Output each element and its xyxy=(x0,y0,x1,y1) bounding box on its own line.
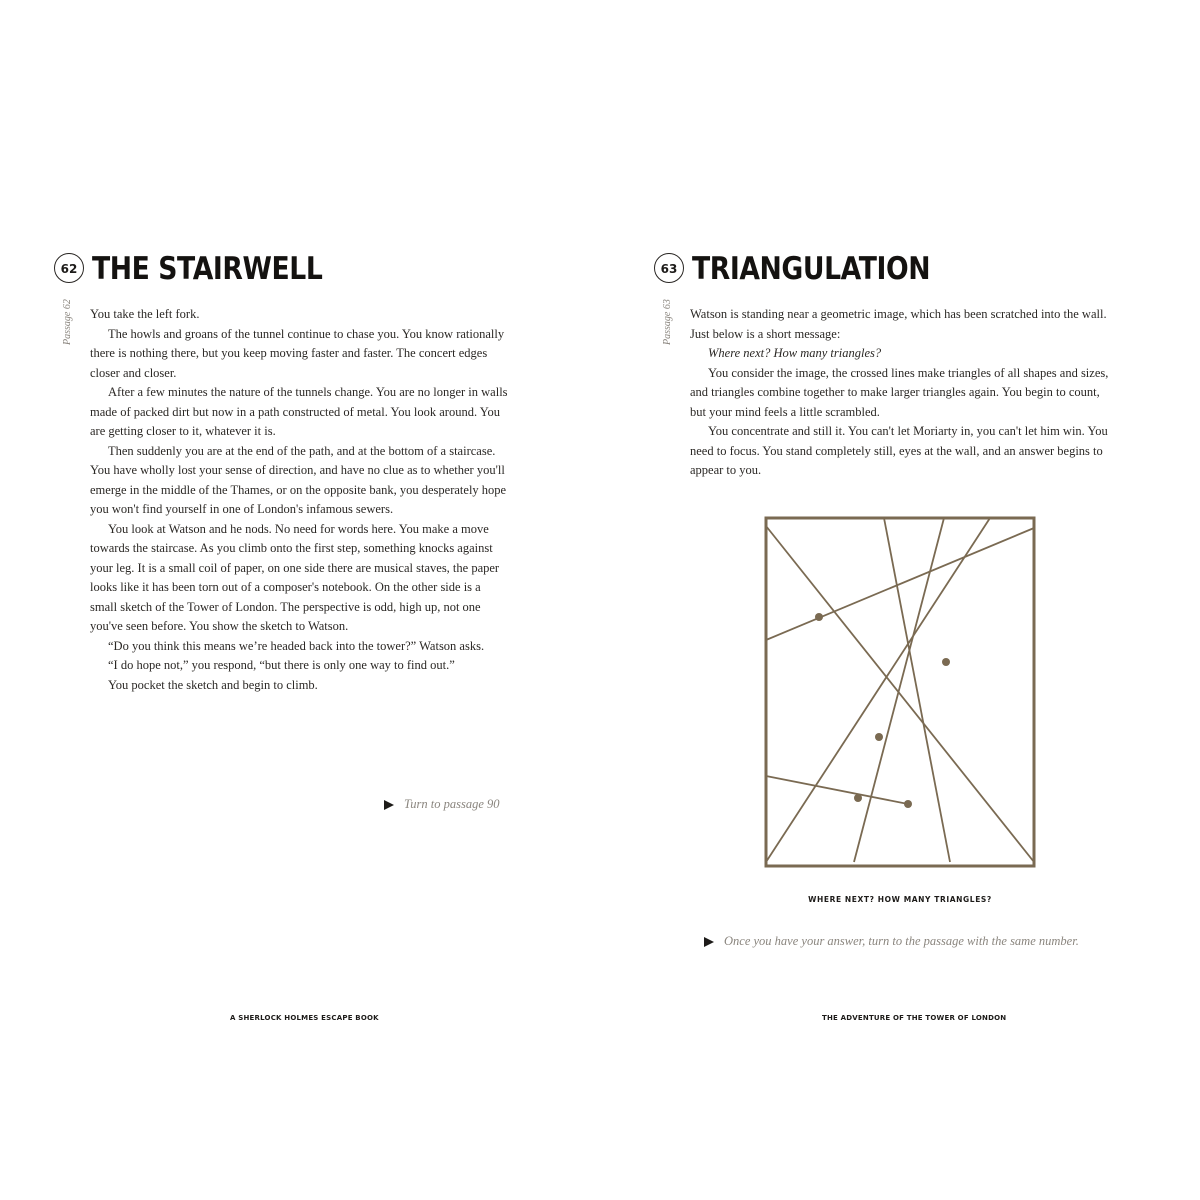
passage-number-badge: 63 xyxy=(654,253,684,283)
puzzle-node xyxy=(904,800,912,808)
right-page xyxy=(600,0,1200,1200)
passage-body xyxy=(90,305,510,695)
paragraph: You consider the image, the crossed lines make triangles of all shapes and sizes, and triangles combine together to make larger triangles again. You begin to count, but your mind feels a little scrambled. xyxy=(690,365,1109,419)
puzzle-lines xyxy=(766,518,1034,862)
paragraph: You pocket the sketch and begin to climb. xyxy=(108,677,318,692)
puzzle-node xyxy=(815,613,823,621)
turn-to-link[interactable] xyxy=(384,797,500,812)
instruction-line xyxy=(704,934,1079,949)
figure-frame xyxy=(766,518,1034,866)
puzzle-line xyxy=(766,776,908,804)
puzzle-nodes xyxy=(815,613,950,808)
paragraph: You concentrate and still it. You can't let Moriarty in, you can't let him win. You need to focus. You stand completely still, eyes at the wall, and an answer begins to appear to you. xyxy=(690,424,1108,477)
paragraph-message: Where next? How many triangles? xyxy=(708,346,882,360)
side-note: Passage 63 xyxy=(662,299,673,345)
paragraph: After a few minutes the nature of the tunnels change. You are no longer in walls made of packed dirt but now in a path constructed of metal. You look around. You are getting closer to it, whatever it is. xyxy=(90,385,508,438)
puzzle-node xyxy=(942,658,950,666)
puzzle-node xyxy=(875,733,883,741)
paragraph: You take the left fork. xyxy=(90,307,200,321)
paragraph: You look at Watson and he nods. No need for words here. You make a move towards the staircase. As you climb onto the first step, something knocks against your leg. It is a small coil of paper, on one side there are musical staves, the paper looks like it has been torn out of a composer's notebook. On the other side is a small sketch of the Tower of London. The perspective is odd, high up, not one you've seen before. You show the sketch to Watson. xyxy=(90,521,500,633)
paragraph: Watson is standing near a geometric image, which has been scratched into the wall. Just below is a short message: xyxy=(690,307,1107,341)
passage-body xyxy=(690,305,1110,481)
puzzle-line xyxy=(884,518,950,862)
puzzle-line xyxy=(766,518,990,862)
paragraph: Then suddenly you are at the end of the path, and at the bottom of a staircase. You have wholly lost your sense of direction, and have no clue as to whether you'll emerge in the middle of the Thames, or on the opposite bank, you desperately hope you won't find yourself in one of London's infamous sewers. xyxy=(90,443,507,516)
paragraph: The howls and groans of the tunnel continue to chase you. You know rationally there is nothing there, but you keep moving faster and faster. The concert edges closer and closer. xyxy=(90,326,505,380)
instruction-text: Once you have your answer, turn to the passage with the same number. xyxy=(724,934,1079,948)
puzzle-line xyxy=(766,526,1034,862)
passage-title: TRIANGULATION xyxy=(692,251,931,287)
paragraph: “I do hope not,” you respond, “but there is only one way to find out.” xyxy=(108,658,455,672)
puzzle-line xyxy=(854,518,944,862)
page-footer: A SHERLOCK HOLMES ESCAPE BOOK xyxy=(230,1014,379,1022)
puzzle-caption: WHERE NEXT? HOW MANY TRIANGLES? xyxy=(808,895,992,904)
arrow-right-icon xyxy=(384,800,394,810)
side-note: Passage 62 xyxy=(62,299,73,345)
passage-title: THE STAIRWELL xyxy=(92,251,323,287)
arrow-right-icon xyxy=(704,937,714,947)
passage-number-badge: 62 xyxy=(54,253,84,283)
page-footer: THE ADVENTURE OF THE TOWER OF LONDON xyxy=(822,1014,1007,1022)
puzzle-line xyxy=(766,528,1034,640)
puzzle-node xyxy=(854,794,862,802)
turn-to-text: Turn to passage 90 xyxy=(404,797,500,811)
paragraph: “Do you think this means we’re headed back into the tower?” Watson asks. xyxy=(108,638,485,653)
triangle-puzzle-figure xyxy=(764,516,1036,868)
